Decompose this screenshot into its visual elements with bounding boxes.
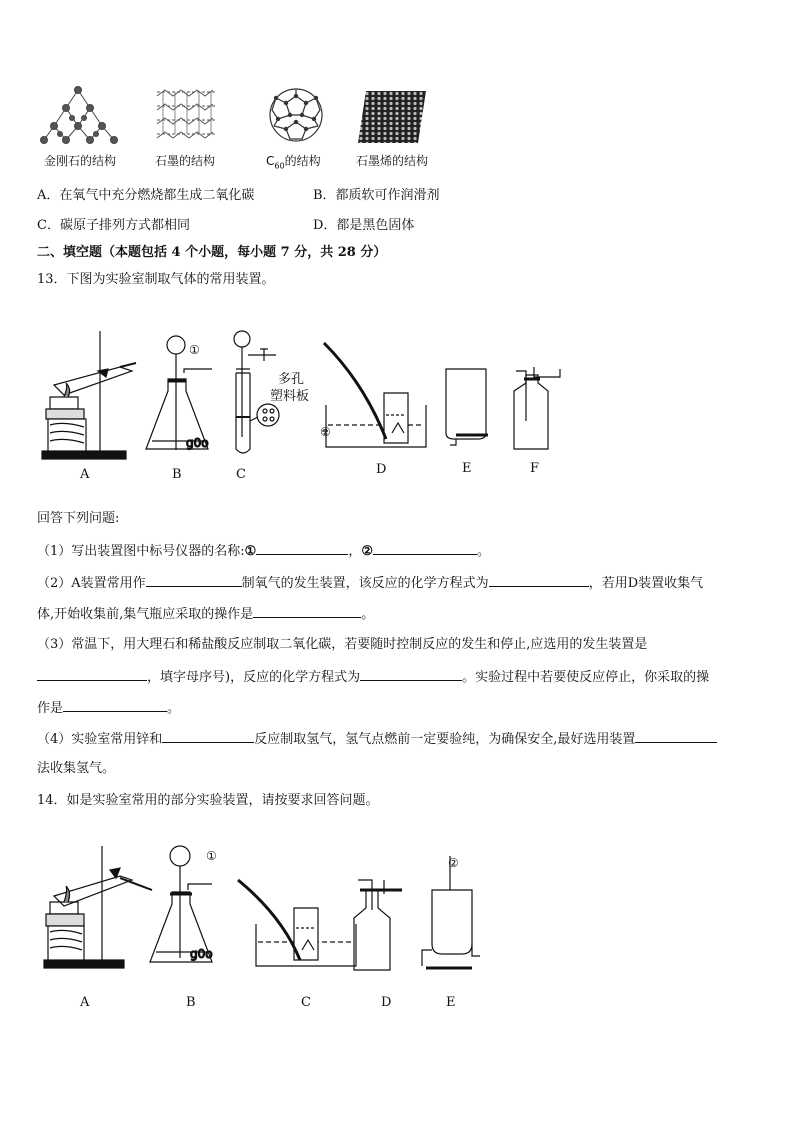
q14-apparatus-c bbox=[238, 880, 356, 966]
c60-caption bbox=[266, 152, 321, 170]
q13-part3-text-b: ，填字母序号)，反应的化学方程式为 bbox=[147, 670, 361, 685]
q13-part2-text-c: ，若用D装置收集气 bbox=[588, 576, 704, 591]
q13-part1-text: （1）写出装置图中标号仪器的名称: bbox=[37, 544, 245, 559]
q13-apparatus-f bbox=[514, 367, 560, 449]
q13-part-3-line1 bbox=[37, 636, 647, 654]
q13-part-4-line1 bbox=[37, 729, 717, 749]
q14-stem: 14．如是实验室常用的部分实验装置，请按要求回答问题。 bbox=[37, 793, 379, 808]
c60-caption-suffix: 的结构 bbox=[284, 154, 321, 168]
q13-part-1 bbox=[37, 541, 490, 561]
q12-option-d: D．都是黑色固体 bbox=[313, 218, 415, 233]
graphene-structure-image bbox=[358, 91, 426, 143]
q13-label-d: D bbox=[376, 462, 387, 477]
q13-part3-end: 。 bbox=[167, 701, 181, 716]
answer-blank[interactable] bbox=[360, 667, 462, 681]
q13-part3-text-a: （3）常温下，用大理石和稀盐酸反应制取二氧化碳，若要随时控制反应的发生和停止,应选用的发生装置是 bbox=[37, 637, 648, 652]
q13-marker-2: ② bbox=[320, 425, 331, 439]
q13-part-3-line2 bbox=[37, 667, 709, 687]
q14-label-d: D bbox=[381, 995, 392, 1010]
q14-marker-2: ② bbox=[448, 856, 459, 870]
c60-structure-image bbox=[266, 84, 326, 146]
q13-stem: 13．下图为实验室制取气体的常用装置。 bbox=[37, 272, 275, 287]
graphene-caption: 石墨烯的结构 bbox=[356, 154, 429, 168]
q14-apparatus-a bbox=[44, 846, 152, 968]
q14-apparatus-figure bbox=[40, 840, 480, 980]
q13-marker-1: ① bbox=[189, 343, 200, 357]
q13-part1-sep: ， bbox=[348, 544, 362, 559]
graphite-structure-image bbox=[155, 86, 219, 146]
q13-part-2-line1 bbox=[37, 573, 703, 593]
answer-blank[interactable] bbox=[373, 541, 477, 555]
q13-part4-text-c: 法收集氢气。 bbox=[37, 761, 116, 776]
q13-part4-text-b: 反应制取氢气，氢气点燃前一定要验纯，为确保安全,最好选用装置 bbox=[254, 732, 636, 747]
diamond-structure-image bbox=[40, 84, 120, 146]
q14-apparatus-b bbox=[150, 846, 213, 962]
answer-blank[interactable] bbox=[162, 729, 254, 743]
q13-apparatus-a bbox=[42, 331, 136, 459]
q13-part2-text-b: 制氧气的发生装置，该反应的化学方程式为 bbox=[241, 576, 489, 591]
q13-part4-text-a: （4）实验室常用锌和 bbox=[37, 732, 163, 747]
q14-apparatus-d bbox=[354, 880, 402, 970]
q14-label-e: E bbox=[446, 995, 456, 1010]
answer-blank[interactable] bbox=[37, 667, 147, 681]
svg-text:g0o: g0o bbox=[186, 436, 209, 450]
q13-apparatus-d bbox=[322, 343, 426, 447]
q13-part2-text-d: 体,开始收集前,集气瓶应采取的操作是 bbox=[37, 607, 254, 622]
q12-option-a: A．在氧气中充分燃烧都生成二氧化碳 bbox=[37, 188, 255, 203]
q13-label-f: F bbox=[530, 461, 540, 476]
q13-apparatus-e bbox=[446, 369, 488, 445]
q14-label-b: B bbox=[186, 995, 196, 1010]
svg-text:g0o: g0o bbox=[190, 947, 213, 961]
answer-blank[interactable] bbox=[489, 573, 589, 587]
q13-answer-intro: 回答下列问题: bbox=[37, 511, 120, 526]
q12-option-c: C．碳原子排列方式都相同 bbox=[37, 218, 190, 233]
q14-apparatus-e bbox=[422, 856, 480, 968]
diamond-caption: 金刚石的结构 bbox=[44, 154, 117, 168]
section-title: 二、填空题（本题包括 4 个小题，每小题 7 分，共 28 分） bbox=[37, 245, 387, 260]
c60-caption-c: C bbox=[266, 154, 275, 168]
answer-blank[interactable] bbox=[635, 729, 717, 743]
graphite-caption: 石墨的结构 bbox=[155, 154, 216, 168]
answer-blank[interactable] bbox=[63, 698, 167, 712]
q13-label-e: E bbox=[462, 461, 472, 476]
q13-porous-plate-line1: 多孔 bbox=[278, 372, 305, 387]
q14-label-a: A bbox=[80, 995, 90, 1010]
q13-part2-end: 。 bbox=[361, 607, 375, 622]
q13-part-3-line3 bbox=[37, 698, 180, 718]
q13-apparatus-b bbox=[146, 336, 212, 450]
q13-part3-text-d: 作是 bbox=[37, 701, 64, 716]
answer-blank[interactable] bbox=[253, 604, 361, 618]
q13-part1-marker2: ② bbox=[361, 544, 373, 559]
q13-porous-plate-line2: 塑料板 bbox=[270, 389, 310, 404]
answer-blank[interactable] bbox=[146, 573, 242, 587]
q12-option-b: B．都质软可作润滑剂 bbox=[313, 188, 440, 203]
answer-blank[interactable] bbox=[256, 541, 348, 555]
q14-marker-1: ① bbox=[206, 849, 217, 863]
q13-label-b: B bbox=[172, 467, 182, 482]
q13-part3-text-c: 。实验过程中若要使反应停止，你采取的操 bbox=[462, 670, 710, 685]
q13-label-a: A bbox=[80, 467, 90, 482]
c60-caption-subscript: 60 bbox=[274, 161, 285, 171]
q13-part1-marker1: ① bbox=[244, 544, 257, 559]
q14-label-c: C bbox=[301, 995, 311, 1010]
q13-part1-end: 。 bbox=[476, 544, 490, 559]
q13-part-4-line2 bbox=[37, 760, 115, 778]
q13-part-2-line2 bbox=[37, 604, 374, 624]
q13-part2-text-a: （2）A装置常用作 bbox=[37, 576, 146, 591]
q13-label-c: C bbox=[236, 467, 246, 482]
